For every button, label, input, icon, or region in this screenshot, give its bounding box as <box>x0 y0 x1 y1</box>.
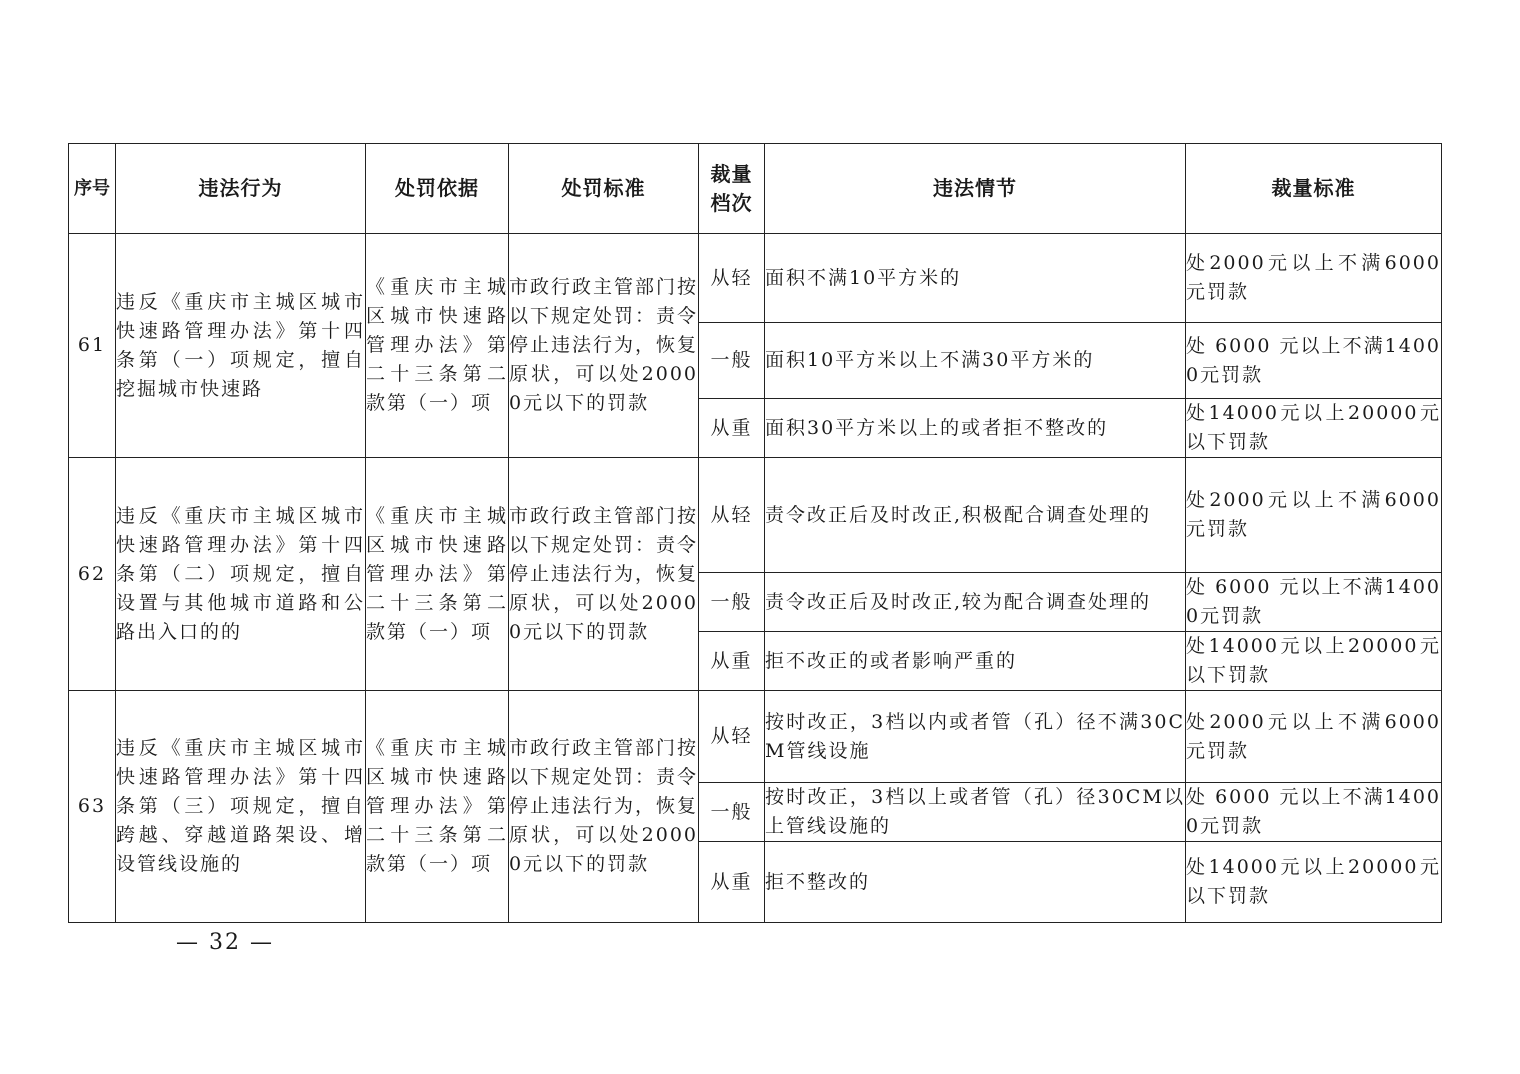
tier-measure: 处2000元以上不满6000元罚款 <box>1186 234 1442 323</box>
tier-level: 一般 <box>699 573 765 632</box>
row-basis: 《重庆市主城区城市快速路管理办法》第二十三条第二款第（一）项 <box>366 458 509 691</box>
table-row <box>69 458 1442 573</box>
tier-plot: 面积不满10平方米的 <box>765 234 1186 323</box>
tier-level: 从轻 <box>699 691 765 783</box>
row-standard: 市政行政主管部门按以下规定处罚：责令停止违法行为，恢复原状，可以处20000元以下的罚款 <box>509 234 699 458</box>
table-row <box>69 691 1442 783</box>
tier-measure: 处14000元以上20000元以下罚款 <box>1186 842 1442 923</box>
tier-plot: 面积30平方米以上的或者拒不整改的 <box>765 399 1186 458</box>
tier-level: 从重 <box>699 632 765 691</box>
table-row <box>69 234 1442 323</box>
tier-measure: 处14000元以上20000元以下罚款 <box>1186 399 1442 458</box>
header-measure: 裁量标准 <box>1186 144 1442 234</box>
tier-level: 从轻 <box>699 458 765 573</box>
header-plot: 违法情节 <box>765 144 1186 234</box>
row-basis: 《重庆市主城区城市快速路管理办法》第二十三条第二款第（一）项 <box>366 234 509 458</box>
tier-level: 一般 <box>699 783 765 842</box>
row-standard: 市政行政主管部门按以下规定处罚：责令停止违法行为，恢复原状，可以处20000元以下的罚款 <box>509 691 699 923</box>
tier-measure: 处2000元以上不满6000元罚款 <box>1186 458 1442 573</box>
tier-measure: 处14000元以上20000元以下罚款 <box>1186 632 1442 691</box>
row-act: 违反《重庆市主城区城市快速路管理办法》第十四条第（三）项规定，擅自跨越、穿越道路架设、增设管线设施的 <box>116 691 366 923</box>
header-basis: 处罚依据 <box>366 144 509 234</box>
page-number: — 32 — <box>176 930 274 955</box>
tier-level: 从轻 <box>699 234 765 323</box>
header-seq: 序号 <box>69 144 116 234</box>
tier-level: 从重 <box>699 399 765 458</box>
tier-plot: 责令改正后及时改正,较为配合调查处理的 <box>765 573 1186 632</box>
tier-plot: 按时改正，3档以内或者管（孔）径不满30CM管线设施 <box>765 691 1186 783</box>
tier-plot: 按时改正，3档以上或者管（孔）径30CM以上管线设施的 <box>765 783 1186 842</box>
tier-level: 一般 <box>699 323 765 399</box>
row-act: 违反《重庆市主城区城市快速路管理办法》第十四条第（二）项规定，擅自设置与其他城市道路和公路出入口的的 <box>116 458 366 691</box>
row-act: 违反《重庆市主城区城市快速路管理办法》第十四条第（一）项规定，擅自挖掘城市快速路 <box>116 234 366 458</box>
tier-plot: 责令改正后及时改正,积极配合调查处理的 <box>765 458 1186 573</box>
tier-plot: 拒不改正的或者影响严重的 <box>765 632 1186 691</box>
row-seq: 63 <box>69 691 116 923</box>
header-act: 违法行为 <box>116 144 366 234</box>
row-basis: 《重庆市主城区城市快速路管理办法》第二十三条第二款第（一）项 <box>366 691 509 923</box>
tier-measure: 处 6000 元以上不满14000元罚款 <box>1186 573 1442 632</box>
penalty-discretion-table <box>68 143 1442 923</box>
tier-plot: 面积10平方米以上不满30平方米的 <box>765 323 1186 399</box>
tier-level: 从重 <box>699 842 765 923</box>
tier-measure: 处 6000 元以上不满14000元罚款 <box>1186 783 1442 842</box>
tier-plot: 拒不整改的 <box>765 842 1186 923</box>
row-seq: 61 <box>69 234 116 458</box>
tier-measure: 处2000元以上不满6000元罚款 <box>1186 691 1442 783</box>
header-standard: 处罚标准 <box>509 144 699 234</box>
header-row <box>69 144 1442 234</box>
header-level: 裁量档次 <box>699 144 765 234</box>
row-standard: 市政行政主管部门按以下规定处罚：责令停止违法行为，恢复原状，可以处20000元以下的罚款 <box>509 458 699 691</box>
row-seq: 62 <box>69 458 116 691</box>
tier-measure: 处 6000 元以上不满14000元罚款 <box>1186 323 1442 399</box>
